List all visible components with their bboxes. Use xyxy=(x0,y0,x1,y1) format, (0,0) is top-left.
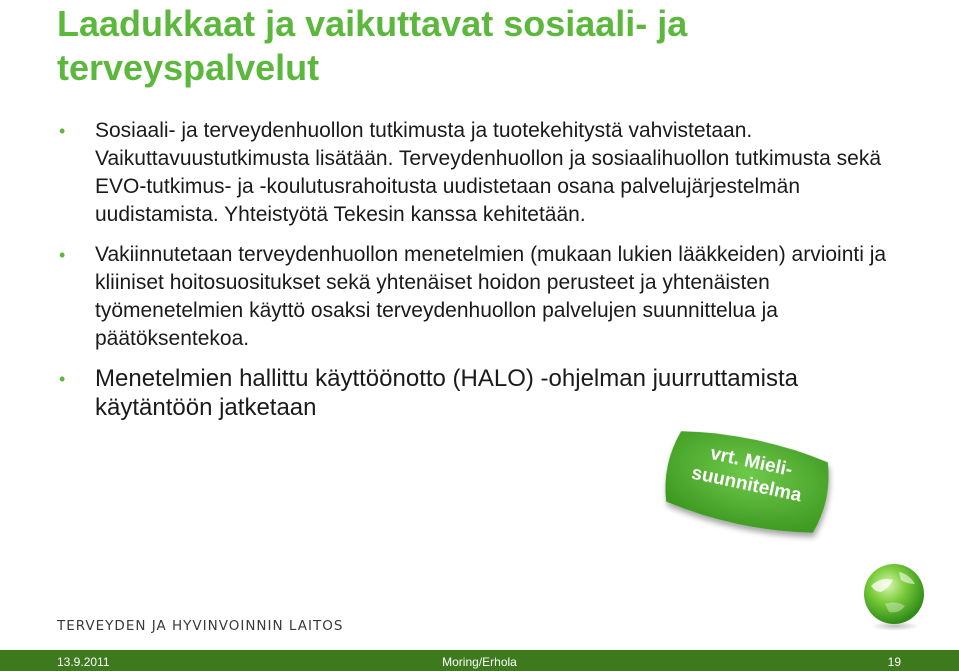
bullet-text: Sosiaali- ja terveydenhuollon tutkimusta ja tuotekehitystä vahvistetaan. Vaikuttavuustutkimusta lisätään. Terveydenhuollon ja sosiaalihuollon tutkimusta sekä EVO-tutkimus- ja -koulutusrahoitusta uudistetaan osana palvelujärjestelmän uudistamista. Yhteistyötä Tekesin kanssa kehitetään. xyxy=(95,119,882,226)
organization-name: TERVEYDEN JA HYVINVOINNIN LAITOS xyxy=(57,618,344,634)
footer-bar xyxy=(0,650,959,671)
callout-bubble xyxy=(649,411,846,554)
callout-text: vrt. Mieli- suunnitelma xyxy=(689,443,804,507)
bullet-list xyxy=(57,117,887,422)
footer-author: Moring/Erholа xyxy=(442,655,517,669)
slide-title: Laadukkaat ja vaikuttavat sosiaali- ja terveyspalvelut xyxy=(57,3,688,88)
page-number: 19 xyxy=(887,655,901,669)
bullet-item xyxy=(57,364,887,422)
bullet-icon: • xyxy=(59,245,66,265)
bullet-item xyxy=(57,241,887,353)
bullet-icon: • xyxy=(59,121,66,141)
bullet-item xyxy=(57,117,887,229)
bullet-text: Menetelmien hallittu käyttöönotto (HALO) -ohjelman juurruttamista käytäntöön jatketaan xyxy=(95,365,798,421)
footer-date: 13.9.2011 xyxy=(57,655,110,669)
bullet-text: Vakiinnutetaan terveydenhuollon menetelmien (mukaan lukien lääkkeiden) arviointi ja kliiniset hoitosuositukset sekä yhtenäiset hoidon perusteet ja yhtenäisten työmenetelmien käyttö osaksi terveydenhuollon palvelujen suunnittelua ja päätöksentekoa. xyxy=(95,243,887,350)
green-globe-icon xyxy=(859,562,929,632)
bullet-icon: • xyxy=(59,369,66,389)
